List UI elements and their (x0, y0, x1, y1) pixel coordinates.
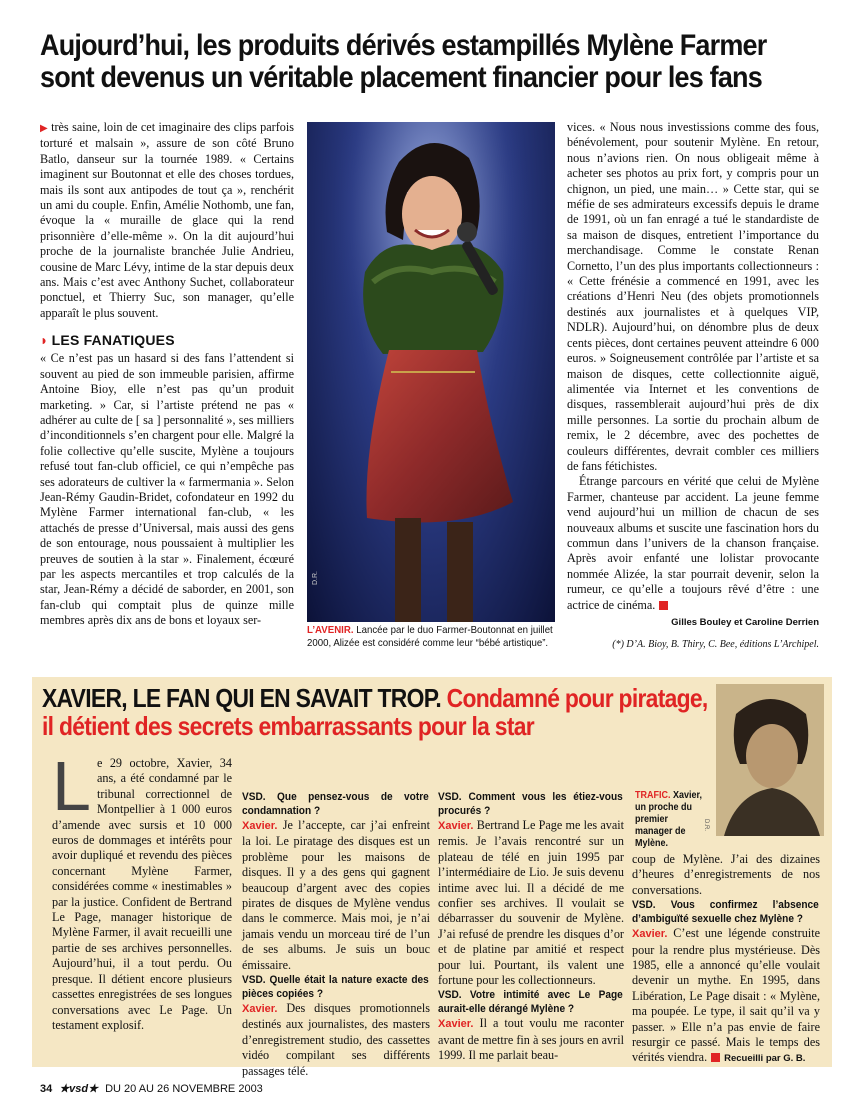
answer-2-text: Des disques promotionnels destinés aux journalistes, des masters d’enregistrement studio, des cassettes vidéo compilant ses différents passages télé. (242, 1001, 430, 1078)
question-4: VSD. Votre intimité avec Le Page aurait-elle dérangé Mylène ? (438, 989, 623, 1016)
footnote: (*) D’A. Bioy, B. Thiry, C. Bee, éditions L’Archipel. (612, 639, 819, 650)
subhead-text: LES FANATIQUES (51, 332, 175, 349)
box-column-1 (52, 747, 232, 1033)
performer-illustration (307, 122, 555, 622)
page-headline (40, 29, 767, 94)
portrait-illustration (716, 684, 824, 836)
answer-5 (632, 926, 820, 1067)
box-column-2 (242, 790, 430, 1079)
box-intro-text: e 29 octobre, Xavier, 34 ans, a été condamné par le tribunal correctionnel de Montpellier à 1 000 euros d’amende avec sursis et 10 000 euros de dommages et intérêts pour avoir dupliqué et revendu des pièces concernant Mylène Farmer, considérées comme « inestimables » par la justice. Confident de Bertrand Le Page, manager historique de Mylène Farmer, il avait recueilli une partie de ses archives personnelles. Aujourd’hui, il a tout perdu. Ou presque. Il détient encore plusieurs cassettes enregistrées de ses longues conversations avec Le Page. Un testament explosif. (52, 756, 232, 1032)
answer-2-speaker: Xavier. (242, 1003, 278, 1016)
box-headline-line-1 (42, 683, 708, 713)
article-photo (307, 122, 555, 622)
issue-date: DU 20 AU 26 NOVEMBRE 2003 (105, 1083, 263, 1095)
subhead-arrow-icon: ◗ (40, 332, 49, 349)
answer-1 (242, 818, 430, 973)
caption-text: Lancée par le duo Farmer-Boutonnat en juillet 2000, Alizée est considéré comme leur “bébé artistique”. (307, 624, 553, 649)
answer-1-speaker: Xavier. (242, 820, 278, 832)
article-column-3 (567, 120, 819, 630)
box-caption-lead: TRAFIC. (635, 790, 671, 801)
interview-credit: Recueilli par G. B. (724, 1053, 806, 1065)
answer-3-speaker: Xavier. (438, 820, 474, 832)
answer-4 (438, 1016, 624, 1063)
column-1-intro (40, 120, 294, 321)
question-5: VSD. Vous confirmez l’absence d’ambiguïté sexuelle chez Mylène ? (632, 899, 819, 926)
photo-credit: D.R. (312, 571, 319, 585)
page-number: 34 (40, 1083, 53, 1095)
question-1: VSD. Que pensez-vous de votre condamnation ? (242, 791, 429, 817)
headline-line-2: sont devenus un véritable placement financier pour les fans (40, 61, 762, 94)
xavier-photo (716, 684, 824, 836)
answer-3-text: Bertrand Le Page me les avait remis. Je l’avais rencontré sur un plateau de télé en juin 1995 par l’intermédiaire de Lio. Je suis devenu intime avec lui. Il a décidé de me confier ses archives. Il voulait se débarrasser du souvenir de Mylène. J’ai refusé de prendre les disques d’or et de platine par amitié et respect pour lui. Pourtant, ils valent une fortune pour les collectionneurs. (438, 818, 624, 988)
bullet-arrow-icon: ▶ (40, 123, 49, 134)
article-column-1 (40, 120, 294, 629)
headline-line-1: Aujourd’hui, les produits dérivés estampillés Mylène Farmer (40, 29, 767, 62)
box-column-3 (438, 790, 624, 1064)
page-folio (40, 1082, 263, 1095)
answer-3 (438, 818, 624, 988)
section-subhead (40, 331, 294, 349)
magazine-logo: ★vsd★ (59, 1083, 98, 1095)
caption-lead: L’AVENIR. (307, 624, 354, 636)
box-end-mark-icon (711, 1053, 720, 1062)
answer-4-continued: coup de Mylène. J’ai des dizaines d’heures d’enregistrements de nos conversations. (632, 852, 820, 897)
drop-cap: L (52, 747, 91, 825)
column-1-body: « Ce n’est pas un hasard si des fans l’attendent si souvent au pied de son immeuble parisien, affirme Antoine Bioy, elle n’est pas qu’un produit marketing. » Car, si l’artiste prétend ne pas « adhérer au culte de [ sa ] personnalité », ses milliers d’inconditionnels s’en chargent pour elle. Malgré la folie collective qu’elle suscite, Mylène a toujours refusé tout fan-club officiel, ce qui n’empêche pas ses adorateurs de cultiver la « farmermania ». Selon Jean-Rémy Gaudin-Bridet, cofondateur en 1992 du Mylène Farmer international fan-club, « les attachés de presse d’Universal, mais aussi des gens de son entourage, nous poussaient à multiplier les preuves de soutien à la star ». Finalement, écœuré par les aspects mercantiles et trop calculés de la star, Jean-Rémy a décidé de saborder, en 2001, son fan-club qui comptait plus de quinze mille membres après dix ans de bons et loyaux ser- (40, 351, 294, 628)
answer-5-speaker: Xavier. (632, 928, 668, 941)
column-3-paragraph-2-text: Étrange parcours en vérité que celui de Mylène Farmer, chanteuse par accident. La jeune femme vend aujourd’hui un million de chacun de ses nouveaux albums et suscite une fascination hors du commun dans l’univers de la chanson française. Après avoir enfanté une lolistar provocante nommée Alizée, la star pourrait devenir, selon la rumeur, ce qu’elle a toujours rêvé d’être : une actrice de cinéma. (567, 474, 819, 612)
column-1-intro-text: très saine, loin de cet imaginaire des clips parfois torturé et malsain », assure de son côté Bruno Batlo, danseur sur la tournée 1989. « Certains imaginent sur Boutonnat et elle des choses tordues, mais ils sont aux antipodes de tout ça », renchérit un ami du couple. Enfin, Amélie Nothomb, une fan, évoque la « muraille de glace qui la rend prisonnière d’elle-même ». On la dit aujourd’hui proche de la journaliste branchée Julie Andrieu, cousine de Marc Lévy, intime de la star depuis deux ans. Mais c’est avec Anthony Suchet, collaborateur ponctuel, et Thierry Suc, son manager, qu’elle apparaît le plus souvent. (40, 120, 294, 320)
column-3-paragraph-2 (567, 474, 819, 613)
box-column-4 (632, 852, 820, 1067)
question-3: VSD. Comment vous les étiez-vous procurés ? (438, 791, 623, 817)
box-photo-credit: D.R. (703, 819, 709, 831)
box-headline (42, 683, 708, 741)
column-3-paragraph-1: vices. « Nous nous investissions comme des fous, bénévolement, pour soutenir Mylène. En retour, nous n’avions rien. On nous obligeait même à acheter ses photos au prix fort, y compris pour un chignon, un pied, une main… » Cette star, qui se méfie de ses admirateurs excessifs depuis le drame de 1991, où un fan enragé a tué le standardiste de sa maison de disques, entretient l’importance du merchandisage. Comme le constate Renan Cornetto, l’un des plus importants collectionneurs : « Cette frénésie a commencé en 1991, avec les créations d’Henri Neu (des objets promotionnels destinés aux journalistes et à quelques VIP, NDLR). Aujourd’hui, on dénombre plus de deux cents pièces, dont certaines peuvent atteindre 6 000 euros. » Soigneusement contrôlée par l’artiste et sa maison de disques, cette collectionnite aiguë, alimentée via Internet et les conventions de disques, rassemblerait aujourd’hui près de dix mille personnes. La sortie du prochain album de remix, le 2 décembre, avec des pochettes de couleurs différentes, devrait combler ces milliers de fans fétichistes. (567, 120, 819, 473)
answer-4-text: Il a tout voulu me raconter avant de mettre fin à ses jours en avril 1999. Il me parlait beau- (438, 1016, 625, 1063)
author-signature: Gilles Bouley et Caroline Derrien (671, 617, 819, 628)
answer-4-speaker: Xavier. (438, 1018, 474, 1031)
end-mark-icon (659, 601, 668, 610)
answer-5-text: C’est une légende construite pour la rendre plus mystérieuse. Dès 1985, elle a annoncé qu’elle voulait devenir un mythe. En 1995, dans Libération, Le Page disait : « Mylène, ma poupée. Le type, il sait qu’il va y passer. » Elle n’a pas envie de faire resurgir ce passé. Mais le temps des vérités viendra. (632, 926, 821, 1065)
question-2: VSD. Quelle était la nature exacte des pièces copiées ? (242, 974, 429, 1001)
photo-caption (307, 624, 555, 650)
box-headline-red-2: il détient des secrets embarrassants pour la star (42, 711, 534, 741)
box-kicker: XAVIER, LE FAN QUI EN SAVAIT TROP. (42, 683, 441, 713)
box-caption-text: Xavier, un proche du premier manager de Mylène. (635, 790, 703, 849)
answer-2 (242, 1001, 430, 1079)
box-headline-red-1: Condamné pour piratage, (446, 683, 708, 713)
box-photo-caption (635, 790, 707, 850)
answer-1-text: Je l’accepte, car j’ai enfreint la loi. Le piratage des disques est un problème pour les maisons de disques. Il y a des gens qui gagnent beaucoup d’argent avec des copies pirates de disques de Mylène vendus dans le commerce. Mais moi, je n’ai jamais vendu un morceau tiré de l’un de ses albums. Je suis un bouc émissaire. (242, 818, 430, 972)
